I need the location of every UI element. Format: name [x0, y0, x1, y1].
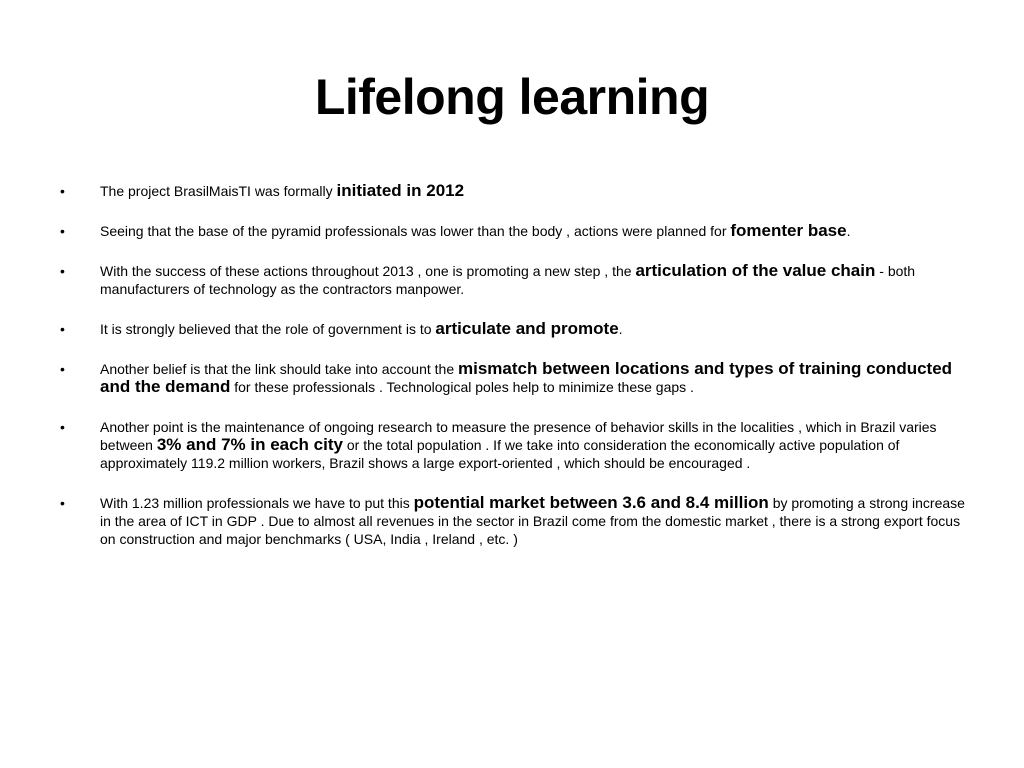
bullet-item	[60, 360, 970, 396]
bullet-text: for these professionals . Technological poles help to minimize these gaps .	[230, 379, 694, 395]
bullet-item	[60, 182, 970, 200]
slide-title: Lifelong learning	[314, 69, 710, 125]
bullet-emphasis-text: fomenter base	[730, 221, 847, 240]
bullet-item	[60, 222, 970, 240]
bullet-emphasis-text: 3% and 7% in each city	[156, 435, 343, 454]
bullet-text: The project BrasilMaisTI was formally	[100, 183, 337, 199]
bullet-text: by promoting a strong increase in the area of ICT in GDP . Due to almost all revenues in the sector in Brazil come from the domestic market , there is a strong export focus on construction and major benchmarks ( USA, India , Ireland , etc. )	[100, 495, 965, 547]
bullet-text: Seeing that the base of the pyramid professionals was lower than the body , actions were planned for	[100, 223, 731, 239]
bullet-text: It is strongly believed that the role of government is to	[100, 321, 436, 337]
bullet-text: With 1.23 million professionals we have to put this	[100, 495, 414, 511]
bullet-text: or the total population . If we take into consideration the economically active population of approximately 119.2 million workers, Brazil shows a large export-oriented , which should be encouraged .	[100, 437, 900, 471]
bullet-text: - both manufacturers of technology as the contractors manpower.	[100, 263, 916, 297]
bullet-dot-icon: •	[60, 183, 65, 199]
bullet-item	[60, 418, 970, 472]
bullet-item	[60, 320, 970, 338]
bullet-emphasis-text: mismatch between locations and types of training conducted and the demand	[100, 359, 953, 396]
bullet-dot-icon: •	[60, 419, 65, 435]
bullet-emphasis-text: initiated in 2012	[336, 181, 465, 200]
bullet-item	[60, 262, 970, 298]
bullet-text: Another point is the maintenance of ongoing research to measure the presence of behavior skills in the localities , which in Brazil varies between	[100, 419, 937, 453]
bullet-dot-icon: •	[60, 263, 65, 279]
bullet-text: Another belief is that the link should take into account the	[100, 361, 459, 377]
bullet-emphasis-text: articulate and promote	[435, 319, 619, 338]
bullet-item	[60, 494, 970, 548]
bullet-text: With the success of these actions throughout 2013 , one is promoting a new step , the	[100, 263, 636, 279]
bullet-text: .	[846, 223, 851, 239]
bullet-text: .	[618, 321, 623, 337]
bullet-emphasis-text: articulation of the value chain	[635, 261, 876, 280]
bullet-dot-icon: •	[60, 495, 65, 511]
bullet-emphasis-text: potential market between 3.6 and 8.4 million	[413, 493, 769, 512]
bullet-dot-icon: •	[60, 223, 65, 239]
bullet-dot-icon: •	[60, 361, 65, 377]
bullet-dot-icon: •	[60, 321, 65, 337]
bullet-list	[60, 182, 970, 570]
